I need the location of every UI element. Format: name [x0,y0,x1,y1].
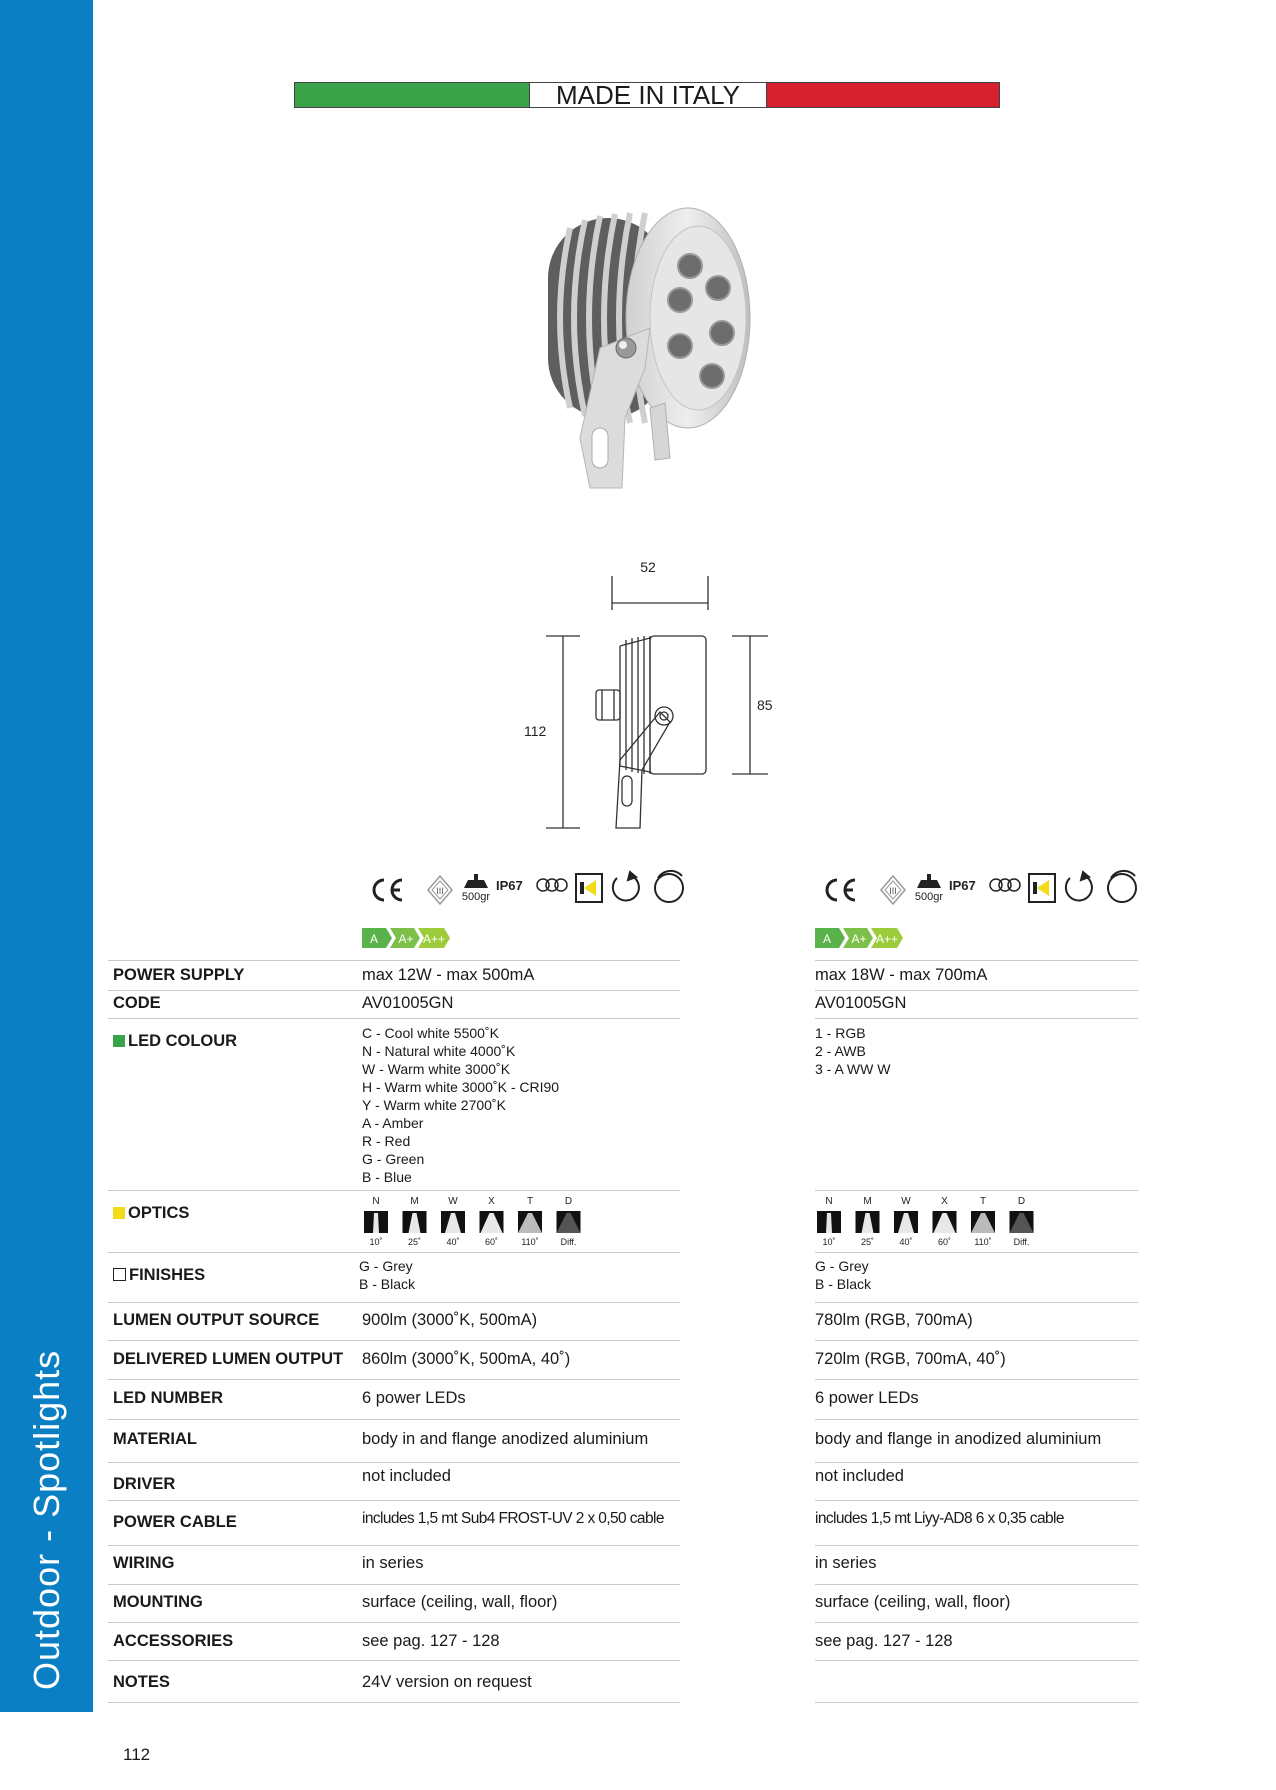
optic-code-t: T [526,1196,534,1207]
label-lumen-delivered: DELIVERED LUMEN OUTPUT [113,1350,344,1368]
label-power-cable: POWER CABLE [113,1513,237,1531]
value-led-number-2: 6 power LEDs [815,1389,919,1407]
value-finishes-1: G - Grey B - Black [359,1258,416,1292]
value-mounting-1: surface (ceiling, wall, floor) [362,1593,558,1611]
svg-text:III: III [436,886,444,896]
value-material-2: body and flange in anodized aluminium [815,1430,1102,1448]
optics-pictograms-1 [362,1194,590,1250]
optics-square-icon [113,1207,125,1219]
optic-angle-t: 110˚ [974,1237,992,1247]
label-notes: NOTES [113,1673,170,1691]
optic-code-d: D [564,1196,573,1207]
label-mounting: MOUNTING [113,1593,203,1611]
value-power-cable-1: includes 1,5 mt Sub4 FROST-UV 2 x 0,50 cable [362,1510,664,1527]
label-code: CODE [113,994,161,1012]
optic-angle-x: 60˚ [937,1237,952,1247]
value-finishes-2: G - Grey B - Black [815,1258,872,1292]
flag-red [767,83,999,107]
dimension-width: 52 [640,560,656,575]
ip-rating: IP67 [496,878,523,893]
value-lumen-source-1: 900lm (3000˚K, 500mA) [362,1311,538,1329]
chain-link-icon [990,879,1020,891]
certification-icons-1 [362,868,702,912]
optic-beam-n-icon [826,1213,832,1233]
value-lumen-delivered-1: 860lm (3000˚K, 500mA, 40˚) [362,1350,571,1368]
value-lumen-delivered-2: 720lm (RGB, 700mA, 40˚) [815,1350,1006,1368]
value-led-colour-2: 1 - RGB 2 - AWB 3 - A WW W [815,1025,891,1077]
label-finishes: FINISHES [113,1266,205,1285]
finishes-square-icon [113,1268,126,1281]
ip-rating: IP67 [949,878,976,893]
dimension-height: 112 [524,723,547,739]
optic-beam-n-icon [373,1213,379,1233]
optic-angle-m: 25˚ [860,1237,875,1247]
tilt-icon [1108,871,1136,902]
optic-code-m: M [410,1196,419,1207]
optic-code-x: X [941,1196,948,1207]
optic-angle-t: 110˚ [521,1237,539,1247]
label-optics: OPTICS [113,1204,189,1223]
optic-angle-w: 40˚ [899,1237,913,1247]
optic-code-w: W [901,1196,911,1207]
optic-angle-n: 10˚ [369,1237,383,1247]
optic-code-n: N [372,1196,380,1207]
value-notes-1: 24V version on request [362,1673,532,1691]
svg-text:A+: A+ [398,932,414,946]
label-accessories: ACCESSORIES [113,1632,234,1650]
optic-angle-x: 60˚ [484,1237,499,1247]
flag-green [295,83,530,107]
value-lumen-source-2: 780lm (RGB, 700mA) [815,1311,973,1329]
optic-angle-w: 40˚ [446,1237,460,1247]
label-led-colour: LED COLOUR [113,1032,237,1051]
made-in-italy-banner [294,82,1000,108]
svg-text:A++: A++ [875,932,899,946]
svg-text:A++: A++ [422,932,446,946]
value-code-1: AV01005GN [362,994,454,1012]
class-iii-icon [881,876,905,904]
ce-mark-icon [827,880,855,900]
optics-grid [817,1196,1034,1247]
value-accessories-1: see pag. 127 - 128 [362,1632,500,1650]
optic-angle-d: Diff. [560,1237,577,1247]
optic-code-d: D [1017,1196,1026,1207]
svg-text:500gr: 500gr [914,891,944,903]
optics-grid [364,1196,581,1247]
value-led-colour-1: C - Cool white 5500˚K N - Natural white 4000˚K W - Warm white 3000˚K H - Warm white 3000˚K - CRI90 Y - Warm white 2700˚K A - Amber R - Red G - Green B - Blue [362,1025,560,1185]
banner-text: MADE IN ITALY [530,83,767,107]
label-power-supply: POWER SUPPLY [113,966,245,984]
optic-angle-m: 25˚ [407,1237,422,1247]
optic-angle-n: 10˚ [822,1237,836,1247]
optic-angle-d: Diff. [1013,1237,1030,1247]
label-wiring: WIRING [113,1554,175,1572]
value-power-supply-1: max 12W - max 500mA [362,966,535,984]
svg-text:A: A [369,932,379,946]
optic-code-w: W [448,1196,458,1207]
certification-icons-2 [815,868,1155,912]
light-direction-icon [576,874,602,902]
value-wiring-1: in series [362,1554,424,1572]
rotation-icon [1066,872,1092,900]
energy-label-2 [815,928,905,948]
value-driver-2: not included [815,1467,904,1485]
label-lumen-source: LUMEN OUTPUT SOURCE [113,1311,320,1329]
energy-label-1 [362,928,452,948]
value-material-1: body in and flange anodized aluminium [362,1430,649,1448]
label-led-number: LED NUMBER [113,1389,223,1407]
value-mounting-2: surface (ceiling, wall, floor) [815,1593,1011,1611]
weight-icon [462,874,490,903]
tilt-icon [655,871,683,902]
optics-pictograms-2 [815,1194,1043,1250]
rotation-icon [613,872,639,900]
weight-icon [915,874,943,903]
led-colour-square-icon [113,1035,125,1047]
value-accessories-2: see pag. 127 - 128 [815,1632,953,1650]
page-number: 112 [123,1745,151,1764]
optic-code-t: T [979,1196,987,1207]
class-iii-icon [428,876,452,904]
light-direction-icon [1029,874,1055,902]
svg-text:III: III [889,886,897,896]
label-material: MATERIAL [113,1430,198,1448]
ce-mark-icon [374,880,402,900]
value-led-number-1: 6 power LEDs [362,1389,466,1407]
svg-text:A: A [822,932,832,946]
svg-text:500gr: 500gr [461,891,491,903]
value-driver-1: not included [362,1467,451,1485]
sidebar-title: Outdoor - Spotlights [26,1349,67,1690]
optic-code-x: X [488,1196,495,1207]
dimension-head: 85 [757,697,773,713]
product-photo [530,188,770,528]
value-wiring-2: in series [815,1554,877,1572]
label-driver: DRIVER [113,1475,176,1493]
value-code-2: AV01005GN [815,994,907,1012]
svg-text:A+: A+ [851,932,867,946]
optic-code-m: M [863,1196,872,1207]
value-power-cable-2: includes 1,5 mt Liyy-AD8 6 x 0,35 cable [815,1510,1064,1527]
optic-code-n: N [825,1196,833,1207]
value-power-supply-2: max 18W - max 700mA [815,966,988,984]
chain-link-icon [537,879,567,891]
dimension-drawing [520,560,780,830]
